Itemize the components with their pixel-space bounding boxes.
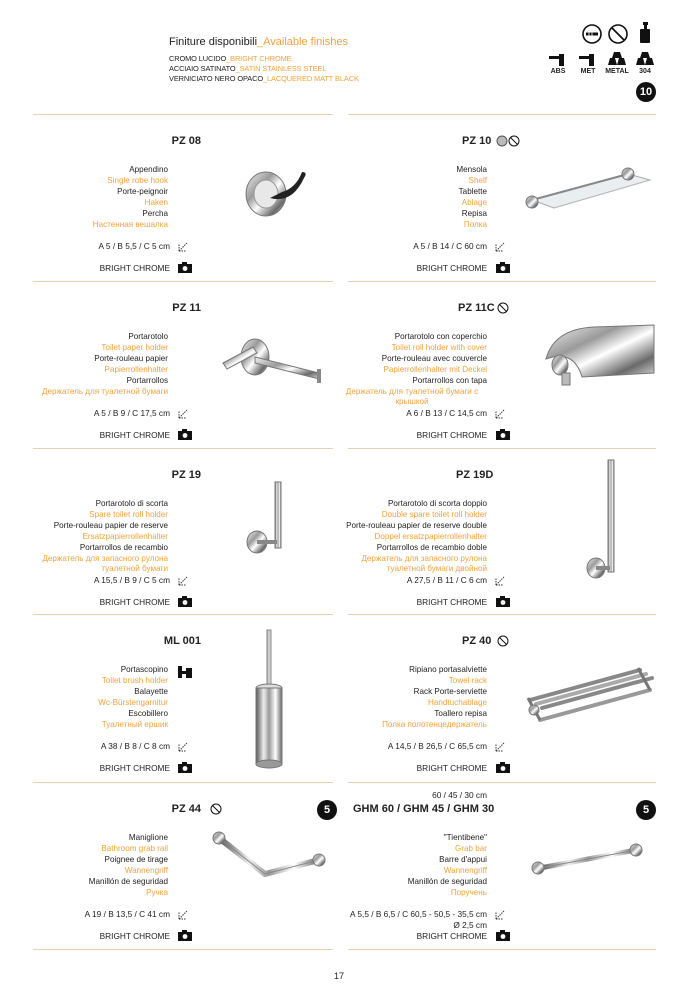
- product-description: Portarotolo di scorta doppio Double spare toilet roll holder Porte-rouleau papier de reserve double Doppel ersatzpapierrollenhalter Portarrollos de recambio doble Держатель для запасного рулона туалетной бумаги двойной: [346, 499, 487, 574]
- product-description: Portarotolo Toilet paper holder Porte-rouleau papier Papierrollenhalter Portarrollos Держатель для туалетной бумаги: [42, 332, 168, 396]
- warranty-badge: 5: [636, 800, 656, 820]
- product-code: PZ 44: [171, 803, 201, 815]
- product-card: [33, 281, 333, 448]
- dimensions-icon: [177, 907, 191, 921]
- dispenser-icon: [638, 22, 652, 44]
- product-code: PZ 08: [171, 135, 201, 147]
- divider: [348, 949, 656, 950]
- finish-line: VERNICIATO NERO OPACO_LACQUERED MATT BLACK: [169, 74, 359, 83]
- grab-rail-image: [211, 830, 331, 886]
- legend-label-304: 304: [639, 68, 651, 75]
- toilet-brush-image: [251, 628, 287, 770]
- camera-icon: [178, 762, 192, 773]
- product-dimensions: A 5 / B 5,5 / C 5 cm: [98, 241, 170, 251]
- warranty-badge: 5: [317, 800, 337, 820]
- abs-mount-icon: [549, 54, 565, 66]
- dimensions-icon: [177, 739, 191, 753]
- grab-bar-image: [528, 840, 648, 880]
- product-finish: BRIGHT CHROME: [99, 763, 170, 773]
- camera-icon: [496, 930, 510, 941]
- product-dimensions: A 15,5 / B 9 / C 5 cm: [93, 575, 170, 585]
- product-description: Ripiano portasalviette Towel rack Rack Porte-serviette Handtuchablage Toallero repisa Полка полотенцедержатель: [382, 665, 487, 729]
- dimensions-icon: [494, 739, 508, 753]
- product-code: GHM 60 / GHM 45 / GHM 30: [353, 803, 495, 815]
- product-finish: BRIGHT CHROME: [416, 430, 487, 440]
- robe-hook-image: [242, 164, 312, 224]
- screw-icon: [582, 24, 602, 44]
- product-card: [33, 114, 333, 281]
- product-dimensions: A 38 / B 8 / C 8 cm: [100, 741, 170, 751]
- product-code: PZ 19D: [456, 469, 494, 481]
- dimensions-icon: [177, 406, 191, 420]
- dimensions-icon: [177, 573, 191, 587]
- product-code: ML 001: [163, 635, 201, 647]
- warranty-badge: 10: [636, 82, 656, 102]
- legend-label-metal: METAL: [605, 68, 629, 75]
- finishes-title: Finiture disponibili_Available finishes: [169, 36, 348, 48]
- product-description: Maniglione Bathroom grab rail Poignee de tirage Wannengriff Manillón de seguridad Ручка: [88, 833, 168, 897]
- shelf-image: [518, 162, 658, 222]
- no-drill-icon: [497, 635, 509, 647]
- product-code: PZ 10: [462, 135, 492, 147]
- met-mount-icon: [579, 54, 595, 66]
- product-dimensions: A 6 / B 13 / C 14,5 cm: [406, 408, 487, 418]
- product-finish: BRIGHT CHROME: [416, 597, 487, 607]
- product-code: PZ 11: [172, 302, 201, 314]
- camera-icon: [178, 596, 192, 607]
- no-drill-icon: [497, 302, 509, 314]
- camera-icon: [496, 762, 510, 773]
- no-drill-icon: [210, 803, 222, 815]
- steel-304-icon: [634, 52, 656, 66]
- product-dimensions: A 27,5 / B 11 / C 6 cm: [406, 575, 487, 585]
- product-dimensions: A 5 / B 14 / C 60 cm: [413, 241, 487, 251]
- finishes-header: [169, 36, 359, 84]
- product-finish: BRIGHT CHROME: [416, 931, 487, 941]
- wall-mount-icon: [178, 666, 192, 678]
- dimensions-icon: [494, 239, 508, 253]
- product-finish: BRIGHT CHROME: [99, 931, 170, 941]
- finish-line: ACCIAIO SATINATO_SATIN STAINLESS STEEL: [169, 64, 327, 73]
- double-spare-roll-holder-image: [584, 458, 624, 582]
- product-card: [348, 448, 656, 614]
- divider: [33, 949, 333, 950]
- dimensions-icon: [494, 406, 508, 420]
- product-description: Mensola Shelf Tablette Ablage Repisa Полка: [456, 165, 487, 229]
- product-card: [33, 782, 333, 949]
- product-card: [348, 614, 656, 782]
- no-drill-icon: [608, 24, 628, 44]
- towel-rack-image: [520, 654, 658, 730]
- covered-paper-holder-image: [534, 321, 658, 391]
- product-finish: BRIGHT CHROME: [416, 763, 487, 773]
- spare-roll-holder-image: [243, 478, 293, 558]
- product-dimensions: A 14,5 / B 26,5 / C 65,5 cm: [387, 741, 487, 751]
- camera-icon: [496, 429, 510, 440]
- product-card: [345, 281, 656, 448]
- product-diameter: Ø 2,5 cm: [453, 920, 487, 930]
- product-finish: BRIGHT CHROME: [99, 597, 170, 607]
- product-description: "Tientibene" Grab bar Barre d'appui Wannengriff Manillón de seguridad Поручень: [407, 833, 487, 897]
- dimensions-icon: [494, 573, 508, 587]
- product-finish: BRIGHT CHROME: [99, 263, 170, 273]
- product-card: [348, 782, 656, 949]
- metal-ingot-icon: [606, 52, 628, 66]
- size-note: 60 / 45 / 30 cm: [432, 790, 487, 800]
- finish-swatch-icon: [496, 135, 520, 147]
- product-code: PZ 40: [462, 635, 492, 647]
- product-card: [348, 114, 656, 281]
- finish-line: CROMO LUCIDO_BRIGHT CHROME: [169, 54, 292, 63]
- product-description: Portascopino Toilet brush holder Balayette Wc-Bürstengarnitur Escobillero Туалетный ершик: [98, 665, 168, 729]
- toilet-paper-holder-image: [219, 327, 329, 393]
- camera-icon: [178, 930, 192, 941]
- product-dimensions: A 5,5 / B 6,5 / C 60,5 - 50,5 - 35,5 cm: [350, 909, 487, 919]
- camera-icon: [496, 262, 510, 273]
- legend-label-met: MET: [580, 68, 596, 75]
- dimensions-icon: [494, 907, 508, 921]
- product-card: [33, 448, 333, 614]
- camera-icon: [178, 429, 192, 440]
- product-description: Portarotolo di scorta Spare toilet roll holder Porte-rouleau papier de reserve Ersatzpapierrollenhalter Portarrollos de recambio Держатель для запасного рулона туалетной бумаги: [42, 499, 168, 574]
- camera-icon: [178, 262, 192, 273]
- product-finish: BRIGHT CHROME: [99, 430, 170, 440]
- product-finish: BRIGHT CHROME: [416, 263, 487, 273]
- page-number: 17: [333, 971, 344, 981]
- product-dimensions: A 5 / B 9 / C 17,5 cm: [93, 408, 170, 418]
- product-code: PZ 11C: [458, 302, 495, 314]
- legend-label-abs: ABS: [550, 68, 566, 75]
- camera-icon: [496, 596, 510, 607]
- dimensions-icon: [177, 239, 191, 253]
- product-dimensions: A 19 / B 13,5 / C 41 cm: [84, 909, 170, 919]
- product-code: PZ 19: [171, 469, 201, 481]
- product-description: Portarotolo con coperchio Toilet roll holder with cover Porte-rouleau avec couvercle Papierrollenhalter mit Deckel Portarrollos con tapa Держатель для туалетной бумаги с крышкой: [345, 332, 487, 407]
- product-description: Appendino Single robe hook Porte-peignoir Haken Percha Настенная вешалка: [92, 165, 168, 229]
- product-card: [33, 614, 333, 782]
